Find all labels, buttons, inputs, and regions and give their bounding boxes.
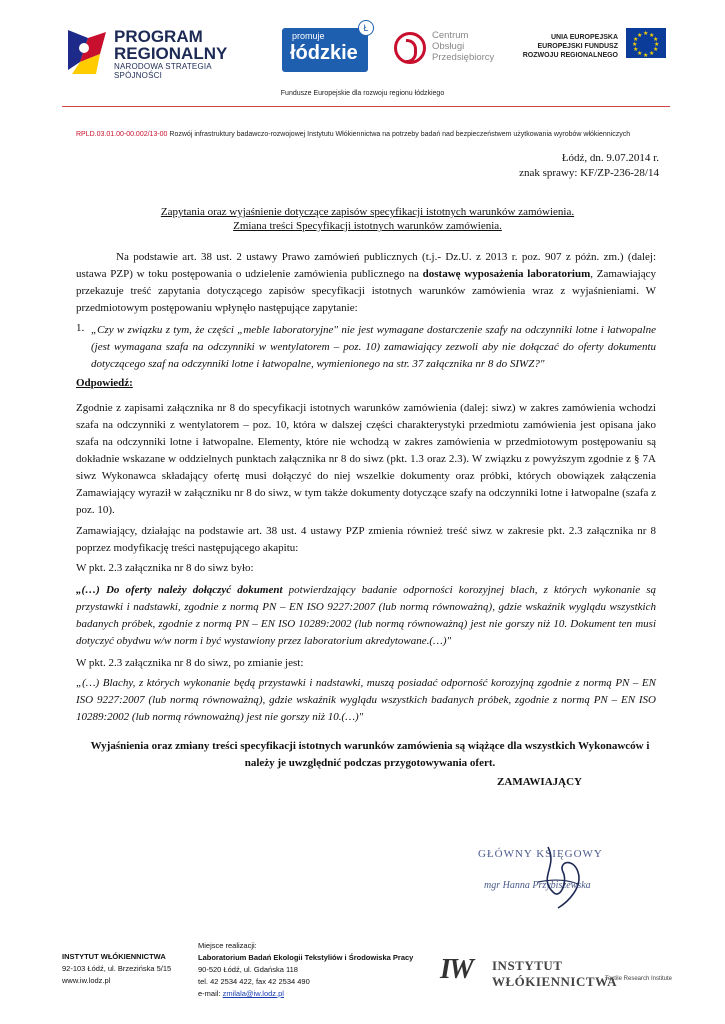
cop-line-3: Przedsiębiorcy [432,52,495,63]
iw-logo [440,954,680,990]
cop-line-2: Obsługi [432,41,465,52]
footer-lab-email [198,988,413,1000]
intro-text-a: Na podstawie art. 38 ust. 2 ustawy Prawo zamówień publicznych (t.j.- Dz.U. z 2013 r. poz. 907 z późn. zm.) (dalej: ustawa PZP) w toku postępowania o udzielenie zamówienia publicznego na [76,251,656,280]
footer-lab-address: 90-520 Łódź, ul. Gdańska 118 [198,965,298,974]
was-label: W pkt. 2.3 załącznika nr 8 do siwz było: [76,562,254,574]
stamp-line-1: GŁÓWNY KSIĘGOWY [478,848,603,860]
handwritten-signature [528,842,588,912]
footer-institute-address: 92-103 Łódź, ul. Brzezińska 5/15 [62,964,172,973]
footer-lab-phone: tel. 42 2534 422, fax 42 2534 490 [198,977,310,986]
signature-label: ZAMAWIAJĄCY [497,776,582,788]
document-date: Łódź, dn. 9.07.2014 r. [561,152,659,164]
ue-line-1: UNIA EUROPEJSKA [550,34,618,41]
project-code: RPLD.03.01.00-00.002/13-00 [76,131,168,138]
lodz-badge-icon: Ł [358,20,374,36]
change-intro: Zamawiający, działając na podstawie art. 38 ust. 4 ustawy PZP zmienia również treść siwz w zakresie pkt. 2.3 załącznika nr 8 poprzez modyfikację treści następującego akapitu: [76,525,656,554]
footer-email-label: e-mail: [198,989,223,998]
program-sub: NARODOWA STRATEGIA SPÓJNOŚCI [114,62,212,80]
program-regionalny-logo [66,22,261,82]
question-number: 1. [76,322,85,334]
program-line-1: PROGRAM [114,27,203,46]
lodz-top: promuje [292,31,325,41]
footer-email-link[interactable]: zmilala@iw.lodz.pl [222,989,284,998]
program-regionalny-title [114,28,227,62]
lodz-bottom: łódzkie [290,42,358,64]
ue-line-2: EUROPEJSKI FUNDUSZ [537,43,618,50]
iw-mark: IW [440,954,472,985]
header-divider [62,106,670,107]
promuje-lodzkie-logo [282,23,369,72]
ue-text [522,33,618,60]
footer-lab-name: Laboratorium Badań Ekologii Tekstyliów i Środowiska Pracy [198,953,414,962]
intro-bold: dostawę wyposażenia laboratorium [422,268,591,280]
footer-location [198,940,413,1000]
cop-text [432,30,494,63]
ue-line-3: ROZWOJU REGIONALNEGO [522,52,618,59]
cop-mark-icon [394,32,426,64]
centrum-obslugi-logo [394,28,504,72]
intro-text-b: , Zamawiający przekazuje treść zapytania dotyczącego zapisów specyfikacji istotnych warunków zamówienia wraz z wyjaśnieniami. W przedmiotowym postępowaniu wpłynęło następujące zapytanie: [76,268,656,314]
was-text: potwierdzający badanie odporności korozyjnej blach, z których wykonanie są przystawki i nadstawki, zgodnie z normą PN – EN ISO 9227:2007 (lub normą równoważną), gdzie wskaźnik wyglądu wszystkich badanych próbek, zgodnie z normą PN – EN ISO 10289:2002 (lub normą równoważną) jest nie gorszy niż 10. Dokument ten musi dotyczyć obydwu w/w norm i być wystawiony przez laboratorium akredytowane.(…)" [76,584,657,647]
after-quote: „(…) Blachy, z których wykonanie będą przystawki i nadstawki, muszą posiadać odporność korozyjną zgodnie z normą PN – EN ISO 9227:2007 (lub normą równoważną), gdzie wskaźnik wyglądu wszystkich badanych próbek, zgodnie z normą PN – EN ISO 10289:2002 (lub normą równoważną) jest nie gorszy niż 10.(…)" [76,677,656,723]
iw-name: INSTYTUT WŁÓKIENNICTWA [492,958,617,989]
stamp-line-2: mgr Hanna Przybiszewska [484,880,591,891]
eu-flag-icon: ★ ★ ★ ★ ★ ★ ★ ★ ★ ★ ★ ★ [626,28,666,58]
after-label: W pkt. 2.3 załącznika nr 8 do siwz, po zmianie jest: [76,657,304,669]
program-regionalny-flag-icon [66,24,108,76]
project-desc: Rozwój infrastruktury badawczo-rozwojowej Instytutu Włókiennictwa na potrzeby badań nad bezpieczeństwem użytkowania wyrobów włókienniczych [169,131,631,138]
cop-line-1: Centrum [432,30,469,41]
was-quote [76,582,656,650]
footer-institute-web[interactable]: www.iw.lodz.pl [62,976,111,985]
footer-location-label: Miejsce realizacji: [198,941,257,950]
intro-paragraph [76,249,656,317]
answer-text: Zgodnie z zapisami załącznika nr 8 do specyfikacji istotnych warunków zamówienia (dalej: siwz) w zakres zamówienia wchodzi szafa na odczynniki z wentylatorem – poz. 10, która w dalszej części charakterystyki przedmiotu zamówienia jest opisana jako szafa na odczynniki lotne i łatwopalne. Elementy, które nie wchodzą w zakres zamówienia w przedmiotowym postępowaniu są dokładnie wskazane w oddzielnych punktach załącznika nr 8 do siwz (pkt. 1.3 oraz 2.3). W związku z powyższym zgodnie z § 7A siwz Wykonawca składający ofertę musi dołączyć do niej wszelkie dokumenty oraz próbki, których obowiązek załączenia Zamawiający wyraził w załączniku nr 8 do siwz, w tym także dokumenty dotyczące szafy na odczynniki lotne i łatwopalne (szafa z poz. 10). [76,402,656,516]
case-number: znak sprawy: KF/ZP-236-28/14 [519,167,659,179]
document-title-line-2: Zmiana treści Specyfikacji istotnych warunków zamówienia. [233,220,502,232]
footer-institute [62,951,171,987]
project-line [76,131,630,138]
accountant-stamp [478,842,628,912]
answer-label: Odpowiedź: [76,377,133,389]
iw-sub: Textile Research Institute [604,976,672,982]
program-line-2: REGIONALNY [114,44,228,63]
closing-statement: Wyjaśnienia oraz zmiany treści specyfikacji istotnych warunków zamówienia są wiążące dla wszystkich Wykonawców i należy je uwzględnić podczas przygotowywania ofert. [90,740,650,769]
question-text: „Czy w związku z tym, że części „meble laboratoryjne" nie jest wymagane dostarczenie szafy na odczynniki lotne i łatwopalne (jest wymagana szafa na odczynniki w wentylatorem – poz. 10) zamawiający zezwoli aby nie dołączać do oferty dokumentu dotyczącego szaf na odczynniki lotne i łatwopalne, wymienionego na str. 37 załącznika nr 8 do SIWZ?" [91,324,656,370]
document-title-line-1: Zapytania oraz wyjaśnienie dotyczące zapisów specyfikacji istotnych warunków zamówienia. [160,206,575,218]
footer-institute-name: INSTYTUT WŁÓKIENNICTWA [62,952,166,961]
funds-line: Fundusze Europejskie dla rozwoju regionu łódzkiego [280,90,445,97]
was-bold: „(…) Do oferty należy dołączyć dokument [76,584,283,596]
